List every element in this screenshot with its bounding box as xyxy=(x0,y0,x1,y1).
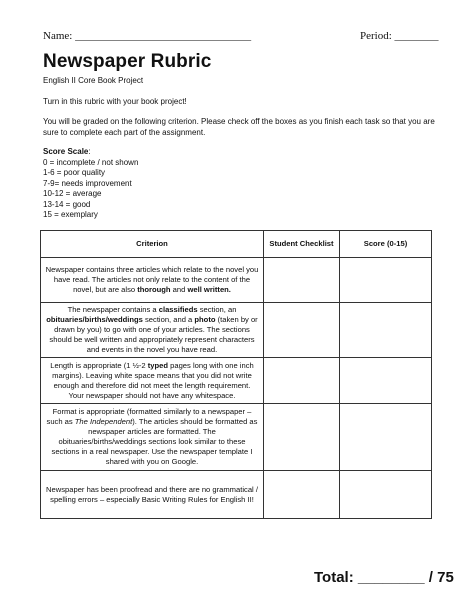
score-header: Score (0-15) xyxy=(340,231,432,258)
table-row xyxy=(41,258,432,303)
score-scale-label: Score Scale xyxy=(43,147,89,156)
emphasis-text: well written. xyxy=(187,285,231,294)
student-checklist-cell[interactable] xyxy=(264,303,340,358)
score-scale-item: 13-14 = good xyxy=(43,199,91,209)
score-scale-item: 15 = exemplary xyxy=(43,210,98,219)
italic-text: The Independent xyxy=(74,417,133,426)
criterion-cell: Format is appropriate (formatted similarly to a newspaper – such as The Independent). The articles should be formatted as newspaper articles are formatted. The obituaries/births/weddings sections look similar to these sections in a real newspaper. Use the newspaper template I shared with you on Google. xyxy=(41,404,264,471)
emphasis-text: typed xyxy=(147,360,169,370)
table-header-row xyxy=(41,231,432,258)
criterion-cell: Newspaper has been proofread and there are no grammatical / spelling errors – especially Basic Writing Rules for English II! xyxy=(41,471,264,519)
emphasis-text: obituaries/births/weddings xyxy=(46,315,143,324)
name-field-line: Name: ________________________________ xyxy=(43,30,252,42)
score-scale-item: 7-9= needs improvement xyxy=(43,178,132,188)
emphasis-text: thorough xyxy=(137,285,171,294)
score-cell[interactable] xyxy=(340,358,432,404)
student-checklist-header: Student Checklist xyxy=(264,231,340,258)
page-subtitle: English II Core Book Project xyxy=(43,76,144,85)
score-scale-item: 1-6 = poor quality xyxy=(43,168,106,177)
criterion-cell: Length is appropriate (1 ½-2 typed pages long with one inch margins). Leaving white space means that you did not write enough and therefore did not meet the length requirement. Your newspaper should not have any whitespace. xyxy=(41,358,264,404)
intro-text: Turn in this rubric with your book project! xyxy=(43,97,187,106)
student-checklist-cell[interactable] xyxy=(264,404,340,471)
emphasis-text: photo xyxy=(194,315,216,324)
table-row xyxy=(41,303,432,358)
student-checklist-cell[interactable] xyxy=(264,358,340,404)
score-scale xyxy=(43,147,438,221)
total-score-line: Total: ________ / 75 xyxy=(314,569,454,586)
table-row xyxy=(41,358,432,404)
table-row xyxy=(41,404,432,471)
instructions-text: You will be graded on the following criterion. Please check off the boxes as you finish each task so that you are sure to complete each part of the assignment. xyxy=(43,117,435,137)
score-cell[interactable] xyxy=(340,258,432,303)
period-field-line: Period: ________ xyxy=(360,30,439,42)
page-title: Newspaper Rubric xyxy=(43,51,212,72)
table-row xyxy=(41,471,432,519)
score-scale-item: 10-12 = average xyxy=(43,189,102,198)
criterion-cell: Newspaper contains three articles which relate to the novel you have read. The articles not only relate to the content of the novel, but are also thorough and well written. xyxy=(41,258,264,303)
emphasis-text: classifieds xyxy=(158,305,198,314)
criterion-header: Criterion xyxy=(41,231,264,258)
student-checklist-cell[interactable] xyxy=(264,258,340,303)
score-scale-item: 0 = incomplete / not shown xyxy=(43,157,139,167)
score-cell[interactable] xyxy=(340,471,432,519)
criterion-cell: The newspaper contains a classifieds section, an obituaries/births/weddings section, and a photo (taken by or drawn by you) to go with one of your articles. The sections should be well written and appropriately represent characters and events in the novel you have read. xyxy=(41,303,264,358)
score-cell[interactable] xyxy=(340,404,432,471)
score-scale-heading: Score Scale: xyxy=(43,147,91,156)
rubric-table xyxy=(40,230,432,519)
student-checklist-cell[interactable] xyxy=(264,471,340,519)
score-cell[interactable] xyxy=(340,303,432,358)
